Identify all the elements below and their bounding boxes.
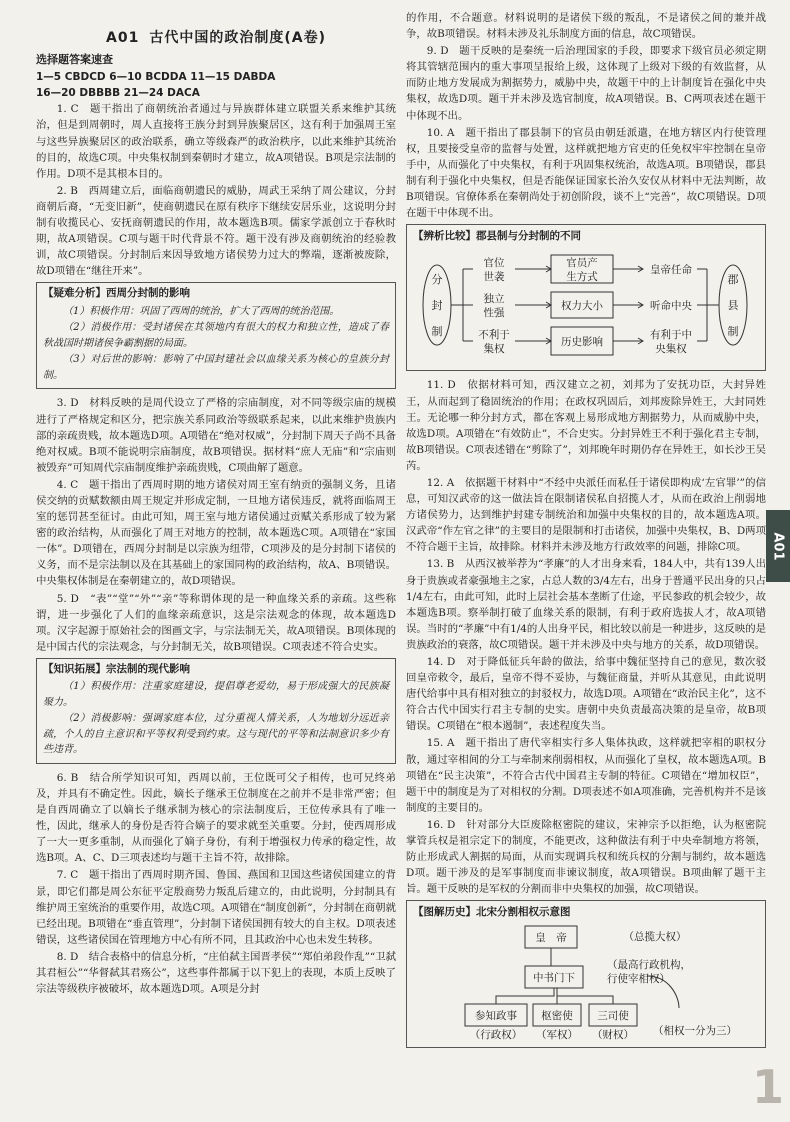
answer-paragraph-15: 15. A 题干指出了唐代宰相实行多人集体执政，这样就把宰相的职权分散，通过宰相间的分工与牵制来削弱相权，从而强化了皇权，故本题选A项。B项错在“民主决策”，不符合古代中国君主专制的特征。C项错在“增加权臣”，题干中的制度是为了对相权的分割。D项表述不如A项准确，完善机构并不是该制度的主要目的。 — [406, 737, 766, 814]
diagram-title: 北宋分割相权示意图 — [476, 906, 571, 919]
page-number: 1 — [751, 1060, 784, 1114]
tip-box-tag: 【疑难分析】 — [43, 287, 106, 300]
junxian-label: 有利于中 — [650, 329, 692, 342]
aspect-label: 权力大小 — [561, 300, 603, 313]
answer-paragraph-6: 6. B 结合所学知识可知，西周以前，王位既可父子相传，也可兄终弟及，并具有不确定性。因此，嫡长子继承王位制度在之前并不是非常严密；但是自西周确立了以嫡长子继承制为核心的宗法制度后，王位传承具有了唯一性，因此，继承人的身份是否符合嫡子的要求就至关重要。分封，使西周形成了一大一更多重制，从而强化了嫡子身份，有利于增强权力传承的稳定性，故选B项。A、C、D三项表述均与题干主旨不符，故排除。 — [36, 771, 396, 865]
tip-box-title: 宗法制的现代影响 — [106, 662, 190, 675]
answer-paragraph-14: 14. D 对于降低征兵年龄的做法，给事中魏征坚持自己的意见，数次驳回皇帝敕令，最后，皇帝不得不妥协，与魏征商量，并听从其意见，由此说明唐代给事中具有相对独立的封驳权力，故选D项。A项错在“政治民主化”，这不符合古代中国实行君主专制的史实。唐朝中央负责最高决策的是皇帝，故B项错误。C项错在“根本遏制”，表述程度失当。 — [406, 656, 766, 733]
left-label-char: 封 — [431, 299, 443, 313]
right-label-char: 县 — [727, 299, 739, 313]
right-bracket — [697, 269, 719, 341]
junxian-label: 听命中央 — [650, 300, 692, 313]
answers-line-2: 16—20 DBBBB 21—24 DACA — [36, 87, 200, 100]
category-label: 性强 — [483, 307, 505, 320]
office-label: 三司使 — [597, 1009, 629, 1022]
split-note: （相权一分为三） — [653, 1024, 737, 1037]
side-tab-label: A01 — [770, 531, 786, 561]
left-label-char: 分 — [431, 273, 443, 287]
song-dynasty-diagram — [406, 900, 766, 1047]
junxian-label: 央集权 — [655, 343, 687, 356]
title-code: A01 — [106, 30, 140, 46]
power-label: （财权） — [592, 1028, 634, 1041]
comparison-diagram — [406, 224, 766, 371]
title-text: 古代中国的政治制度(A卷) — [149, 30, 326, 46]
secretariat-note: （最高行政机构， — [607, 958, 691, 971]
category-label: 不利于 — [478, 329, 510, 342]
tip-box-title: 西周分封制的影响 — [106, 287, 190, 300]
power-label: （军权） — [536, 1028, 578, 1041]
comparison-diagram-heading — [407, 225, 765, 247]
office-label: 参知政事 — [475, 1009, 517, 1022]
diagram-tag: 【辨析比较】 — [413, 230, 476, 243]
category-label: 集权 — [483, 343, 505, 356]
answer-paragraph-9: 9. D 题干反映的是秦统一后治理国家的手段，即要求下级官员必须定期将其管辖范围内的重大事项呈报给上级，这体现了上级对下级的有效监督，从而防止地方发展成为割据势力，威胁中央，故题干中的上计制度旨在强化中央集权，故选D项。题干并未涉及选官制度，故A项错误。B、C两项表述在题干中体现不出。 — [406, 45, 766, 122]
song-diagram-heading — [407, 901, 765, 923]
power-label: （行政权） — [469, 1028, 523, 1041]
junxian-label: 皇帝任命 — [650, 264, 692, 277]
answer-paragraph-8-cont: 的作用，不合题意。材料说明的是诸侯下级的叛乱，不是诸侯之间的兼并战争，故B项错误。材料未涉及礼乐制度方面的信息，故C项错误。 — [406, 12, 766, 41]
answer-paragraph-10: 10. A 题干指出了郡县制下的官员由朝廷派遣，在地方辖区内行使管理权，且要接受皇帝的监督与处置，这样就把地方官吏的任免权牢牢控制在皇帝手中，从而强化了中央集权，有利于巩固集权统治，故选A项。B项错误，郡县制有利于强化中央集权，但是否能保证国家长治久安仅从材料中无法判断，故B项错误。官僚体系在秦朝尚处于初创阶段，谈不上“完善”，故C项错误。D项在题干中体现不出。 — [406, 126, 766, 220]
comparison-diagram-svg — [407, 247, 765, 365]
right-label-char: 郡 — [727, 273, 739, 287]
answers-line-1: 1—5 CBDCD 6—10 BCDDA 11—15 DABDA — [36, 71, 276, 84]
emperor-note: （总揽大权） — [623, 930, 687, 943]
right-label-char: 制 — [727, 325, 739, 339]
tip-box-line: （1）积极作用：注重家庭建设，提倡尊老爱幼，易于形成强大的民族凝聚力。 — [43, 681, 389, 708]
tip-box-line: （2）消极影响：强调家庭本位，过分重视人情关系，人为地划分远近亲疏，个人的自主意识和平等权利受到约束。这与现代的平等和法制意识多少有些违背。 — [43, 713, 389, 756]
answer-paragraph-12: 12. A 依据题干材料中“不经中央派任而私任于诸侯即构成‘左官罪’”的信息，可知汉武帝的这一做法旨在限制诸侯私自招揽人才，从而在政治上削弱地方诸侯势力，达到维护封建专制统治和加强中央集权的目的，故本题选A项。汉武帝“作左官之律”的主要目的是限制和打击诸侯，加强中央集权，B、D两项不符合题干主旨，故排除。材料并未涉及地方行政效率的问题，排除C项。 — [406, 476, 766, 554]
category-label: 官位 — [483, 257, 505, 270]
song-diagram-svg — [407, 924, 765, 1042]
tip-box-line: （1）积极作用：巩固了西周的统治，扩大了西周的统治范围。 — [63, 305, 340, 317]
diagram-tag: 【图解历史】 — [413, 906, 476, 919]
right-column — [406, 10, 766, 1054]
category-label: 世袭 — [483, 271, 505, 284]
answer-paragraph-2: 2. B 西周建立后，面临商朝遗民的威胁，周武王采纳了周公建议，分封商朝后裔，“无变旧新”，使商朝遗民在原有秩序下继续安居乐业，这说明分封制有收揽民心、安抚商朝遗民的作用，故本题选B项。儒家学派创立于春秋时期，故A项错误。C项与题干时代背景不符。题干没有涉及商朝统治的经验教训，故C项错误。分封制后来因导致地方诸侯势力过大的弊端，逐渐被废除，故D项错在“继往开来”。 — [36, 184, 396, 278]
tip-box-line: （3）对后世的影响：影响了中国封建社会以血缘关系为核心的皇族分封制。 — [43, 354, 389, 381]
office-label: 枢密使 — [541, 1009, 573, 1022]
answer-paragraph-7: 7. C 题干指出了西周时期齐国、鲁国、燕国和卫国这些诸侯国建立的背景，即它们都是周公东征平定殷商势力叛乱后建立的，由此说明，分封制具有维护周王室统治的重要作用，故选C项。A项错在“制度创新”，分封制在商朝就已经出现。B项错在“垂直管理”，分封制下诸侯国拥有较大的自主权。D项表述错误，这些诸侯国在管理地方中心有所不同，且其政治中心也未发生转移。 — [36, 869, 396, 946]
answer-paragraph-16: 16. D 针对部分大臣废除枢密院的建议，宋神宗予以拒绝，认为枢密院掌管兵权是祖宗定下的制度，不能更改，这种做法有利于中央牵制地方将领，防止形成武人割据的局面，从而实现调兵权和统兵权的分割与制约，故本题选D项。题干涉及的是军事制度而非谏议制度，故A项错误。B项曲解了题干主旨。题干反映的是军权的分割而非中央集权的加强，故C项错误。 — [406, 818, 766, 896]
side-tab — [766, 510, 790, 582]
answer-paragraph-11: 11. D 依据材料可知，西汉建立之初，刘邦为了安抚功臣，大封异姓王，从而起到了稳固统治的作用；在政权巩固后，刘邦废除异姓王，大封同姓王。无论哪一种分封方式，都在客观上易形成地方割据势力，从而威胁中央，故选D项。A项错在“有效防止”，不合史实。分封异姓王不利于强化君主专制，故B项错误。C项表述错在“剪除了”，刘邦晚年时期仍存在异姓王，如长沙王吴芮。 — [406, 379, 766, 472]
answer-paragraph-3: 3. D 材料反映的是周代设立了严格的宗庙制度，对不同等级宗庙的规模进行了严格规定和区分，把宗族关系同政治等级联系起来，以此来维护贵族内部的亲疏贵贱，故本题选D项。A项错在“绝对权威”，分封制下周天子尚不具备绝对权威。B项不能说明宗庙制度，故B项错误。据材料“庶人无庙”和“宗庙则被毁弃”可知周代宗庙制度维护亲疏贵贱，C项曲解了题意。 — [36, 397, 396, 474]
category-label: 独立 — [483, 293, 505, 306]
answers-heading: 选择题答案速查 — [36, 53, 113, 67]
aspect-label: 官员产 — [566, 257, 598, 270]
tip-box-fengjian — [36, 282, 396, 389]
answer-paragraph-5: 5. D “表”“堂”“外”“亲”等称谓体现的是一种血缘关系的亲疏。这些称谓，进一步强化了人们的血缘亲疏意识，这是宗法观念的体现，故本题选D项。汉字起源于原始社会的图画文字，与宗法制无关，故A项错误。B项体现的是中国古代的宗法观念，与分封制无关，故B项错误。C项表述不符合史实。 — [36, 592, 396, 653]
tip-box-heading — [43, 662, 389, 678]
aspect-label: 历史影响 — [561, 336, 603, 349]
tip-box-heading — [43, 286, 389, 302]
left-column — [36, 30, 396, 998]
page-title — [36, 30, 396, 46]
left-arrows — [515, 269, 551, 341]
emperor-label: 皇 帝 — [535, 931, 567, 944]
answer-paragraph-13: 13. B 从西汉被举荐为“孝廉”的人才出身来看，184人中，共有139人出身于贵族或者豪强地主之家，占总人数的3/4左右，出身于普通平民出身的只占1/4左右，由此可知，此时上层社会基本垄断了仕途，平民参政的机会较少，故本题选B项。察举制打破了血缘关系的限制，有利于政府选拔人才，故A项错误。当时的“孝廉”中有1/4的人出身平民，相比较以前是一种进步，这反映的是贵族政治的衰落，故C项错误。题干并未涉及中央与地方的关系，故D项错误。 — [406, 558, 766, 651]
answer-paragraph-8: 8. D 结合表格中的信息分析，“庄伯弑主国晋孝侯”“郑伯弟段作乱”“卫弑其君桓公”“华督弑其君殇公”，这些事件都属于以下犯上的表现，本质上反映了宗法等级秩序被破坏，故本题选D项。A项是分封 — [36, 950, 396, 996]
left-label-char: 制 — [431, 325, 443, 339]
right-arrows — [613, 269, 643, 341]
answer-paragraph-4: 4. C 题干指出了西周时期的地方诸侯对周王室有纳贡的强制义务，且诸侯交纳的贡赋数额由周王规定并形成定制，一旦地方诸侯违反，就将面临周王室的惩罚甚至征讨。由此可知，周王室与地方诸侯通过贡赋关系形成了较为紧密的政治结构，从而强化了周王对地方的控制，故本题选C项。A项错在“家国一体”。D项错在，西周分封制是以宗族为纽带，C项涉及的是分封制下诸侯的义务，而不是宗法制以及在其基础上的家国同构的政治结构，故A、B项错误。中央集权体制是在秦朝建立的，故D项错误。 — [36, 478, 396, 588]
answer-paragraph-1: 1. C 题干指出了商朝统治者通过与异族群体建立联盟关系来维护其统治，但是到周朝时，周人直接将王族分封到异族聚居区，这有利于加强周王室与这些异族聚居区的政治联系，确立等级森严的政治秩序，以此来维护其统治的目的，故选C项。中央集权制到秦朝时才建立，故A项错误。B项是宗法制的作用。D项不是其根本目的。 — [36, 103, 396, 180]
left-bracket — [451, 269, 473, 341]
secretariat-label: 中书门下 — [533, 971, 575, 984]
tip-box-tag: 【知识拓展】 — [43, 662, 106, 675]
tip-box-line: （2）消极作用：受封诸侯在其领地内有很大的权力和独立性，造成了春秋战国时期诸侯争霸割据的局面。 — [43, 322, 389, 349]
aspect-label: 生方式 — [566, 271, 598, 284]
diagram-title: 郡县制与分封制的不同 — [476, 230, 581, 243]
tip-box-zongfa — [36, 658, 396, 764]
secretariat-note: 行使宰相权） — [607, 972, 670, 985]
